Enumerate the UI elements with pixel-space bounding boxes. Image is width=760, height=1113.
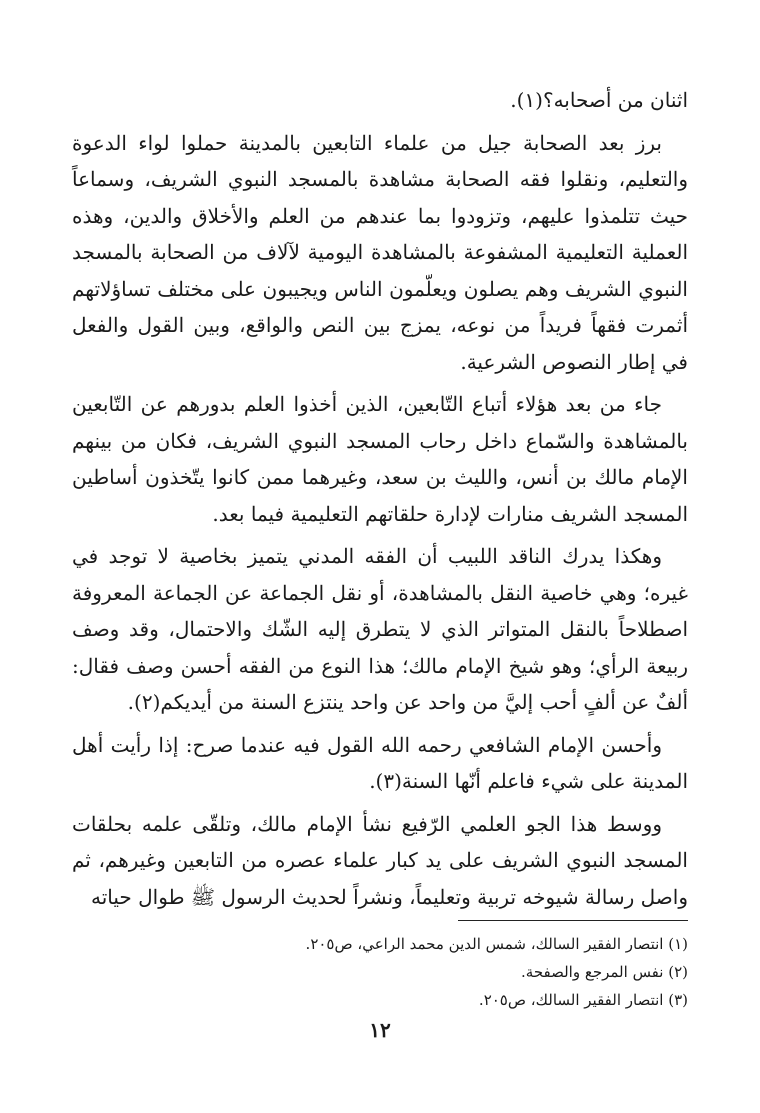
paragraph-madani-fiqh: وهكذا يدرك الناقد اللبيب أن الفقه المدني يتميز بخاصية لا توجد في غيره؛ وهي خاصية النقل بالمشاهدة، أو نقل الجماعة عن الجماعة المعروفة اصطلاحاً بالنقل المتواتر الذي لا يتطرق إليه الشّك والاحتمال، وقد وصف ربيعة الرأي؛ وهو شيخ الإمام مالك؛ هذا النوع من الفقه أحسن وصف فقال: ألفٌ عن ألفٍ أحب إليَّ من واحد عن واحد ينتزع السنة من أيديكم(٢). — [72, 544, 688, 714]
footnote-3: (٣) انتصار الفقير السالك، ص٢٠٥. — [478, 991, 688, 1009]
paragraph-tabieen: برز بعد الصحابة جيل من علماء التابعين بالمدينة حملوا لواء الدعوة والتعليم، ونقلوا فقه الصحابة مشاهدة بالمسجد النبوي الشريف، وسماعاً حيث تتلمذوا عليهم، وتزودوا بما عندهم من العلم والأخلاق والدين، وهذه العملية التعليمية المشفوعة بالمشاهدة اليومية لآلاف من الصحابة بالمسجد النبوي الشريف وهم يصلون ويعلّمون الناس ويجيبون على مختلف تساؤلاتهم أثمرت فقهاً فريداً من نوعه، يمزج بين النص والواقع، وبين القول والفعل في إطار النصوص الشرعية. — [72, 130, 688, 374]
page-number: ١٢ — [369, 1018, 391, 1042]
footnote-2: (٢) نفس المرجع والصفحة. — [521, 963, 688, 981]
paragraph-shafii: وأحسن الإمام الشافعي رحمه الله القول فيه عندما صرح: إذا رأيت أهل المدينة على شيء فاعلم أنّها السنة(٣). — [72, 732, 688, 793]
paragraph-atba-tabieen: جاء من بعد هؤلاء أتباع التّابعين، الذين أخذوا العلم بدورهم عن التّابعين بالمشاهدة والسّماع داخل رحاب المسجد النبوي الشريف، فكان من بينهم الإمام مالك بن أنس، والليث بن سعد، وغيرهما ممن كانوا يتّخذون أساطين المسجد الشريف منارات لإدارة حلقاتهم التعليمية فيما بعد. — [72, 392, 688, 526]
paragraph-continuation: اثنان من أصحابه؟(١). — [510, 88, 688, 112]
footnotes — [72, 930, 688, 1014]
paragraph-imam-malik: ووسط هذا الجو العلمي الرّفيع نشأ الإمام مالك، وتلقّى علمه بحلقات المسجد النبوي الشريف على يد كبار علماء عصره من التابعين وغيرهم، ثم واصل رسالة شيوخه تربية وتعليماً، ونشراً لحديث الرسول ﷺ طوال حياته — [72, 811, 688, 909]
footnote-divider — [458, 920, 688, 921]
footnote-1: (١) انتصار الفقير السالك، شمس الدين محمد الراعي، ص٢٠٥. — [305, 935, 688, 953]
main-text — [72, 82, 688, 921]
